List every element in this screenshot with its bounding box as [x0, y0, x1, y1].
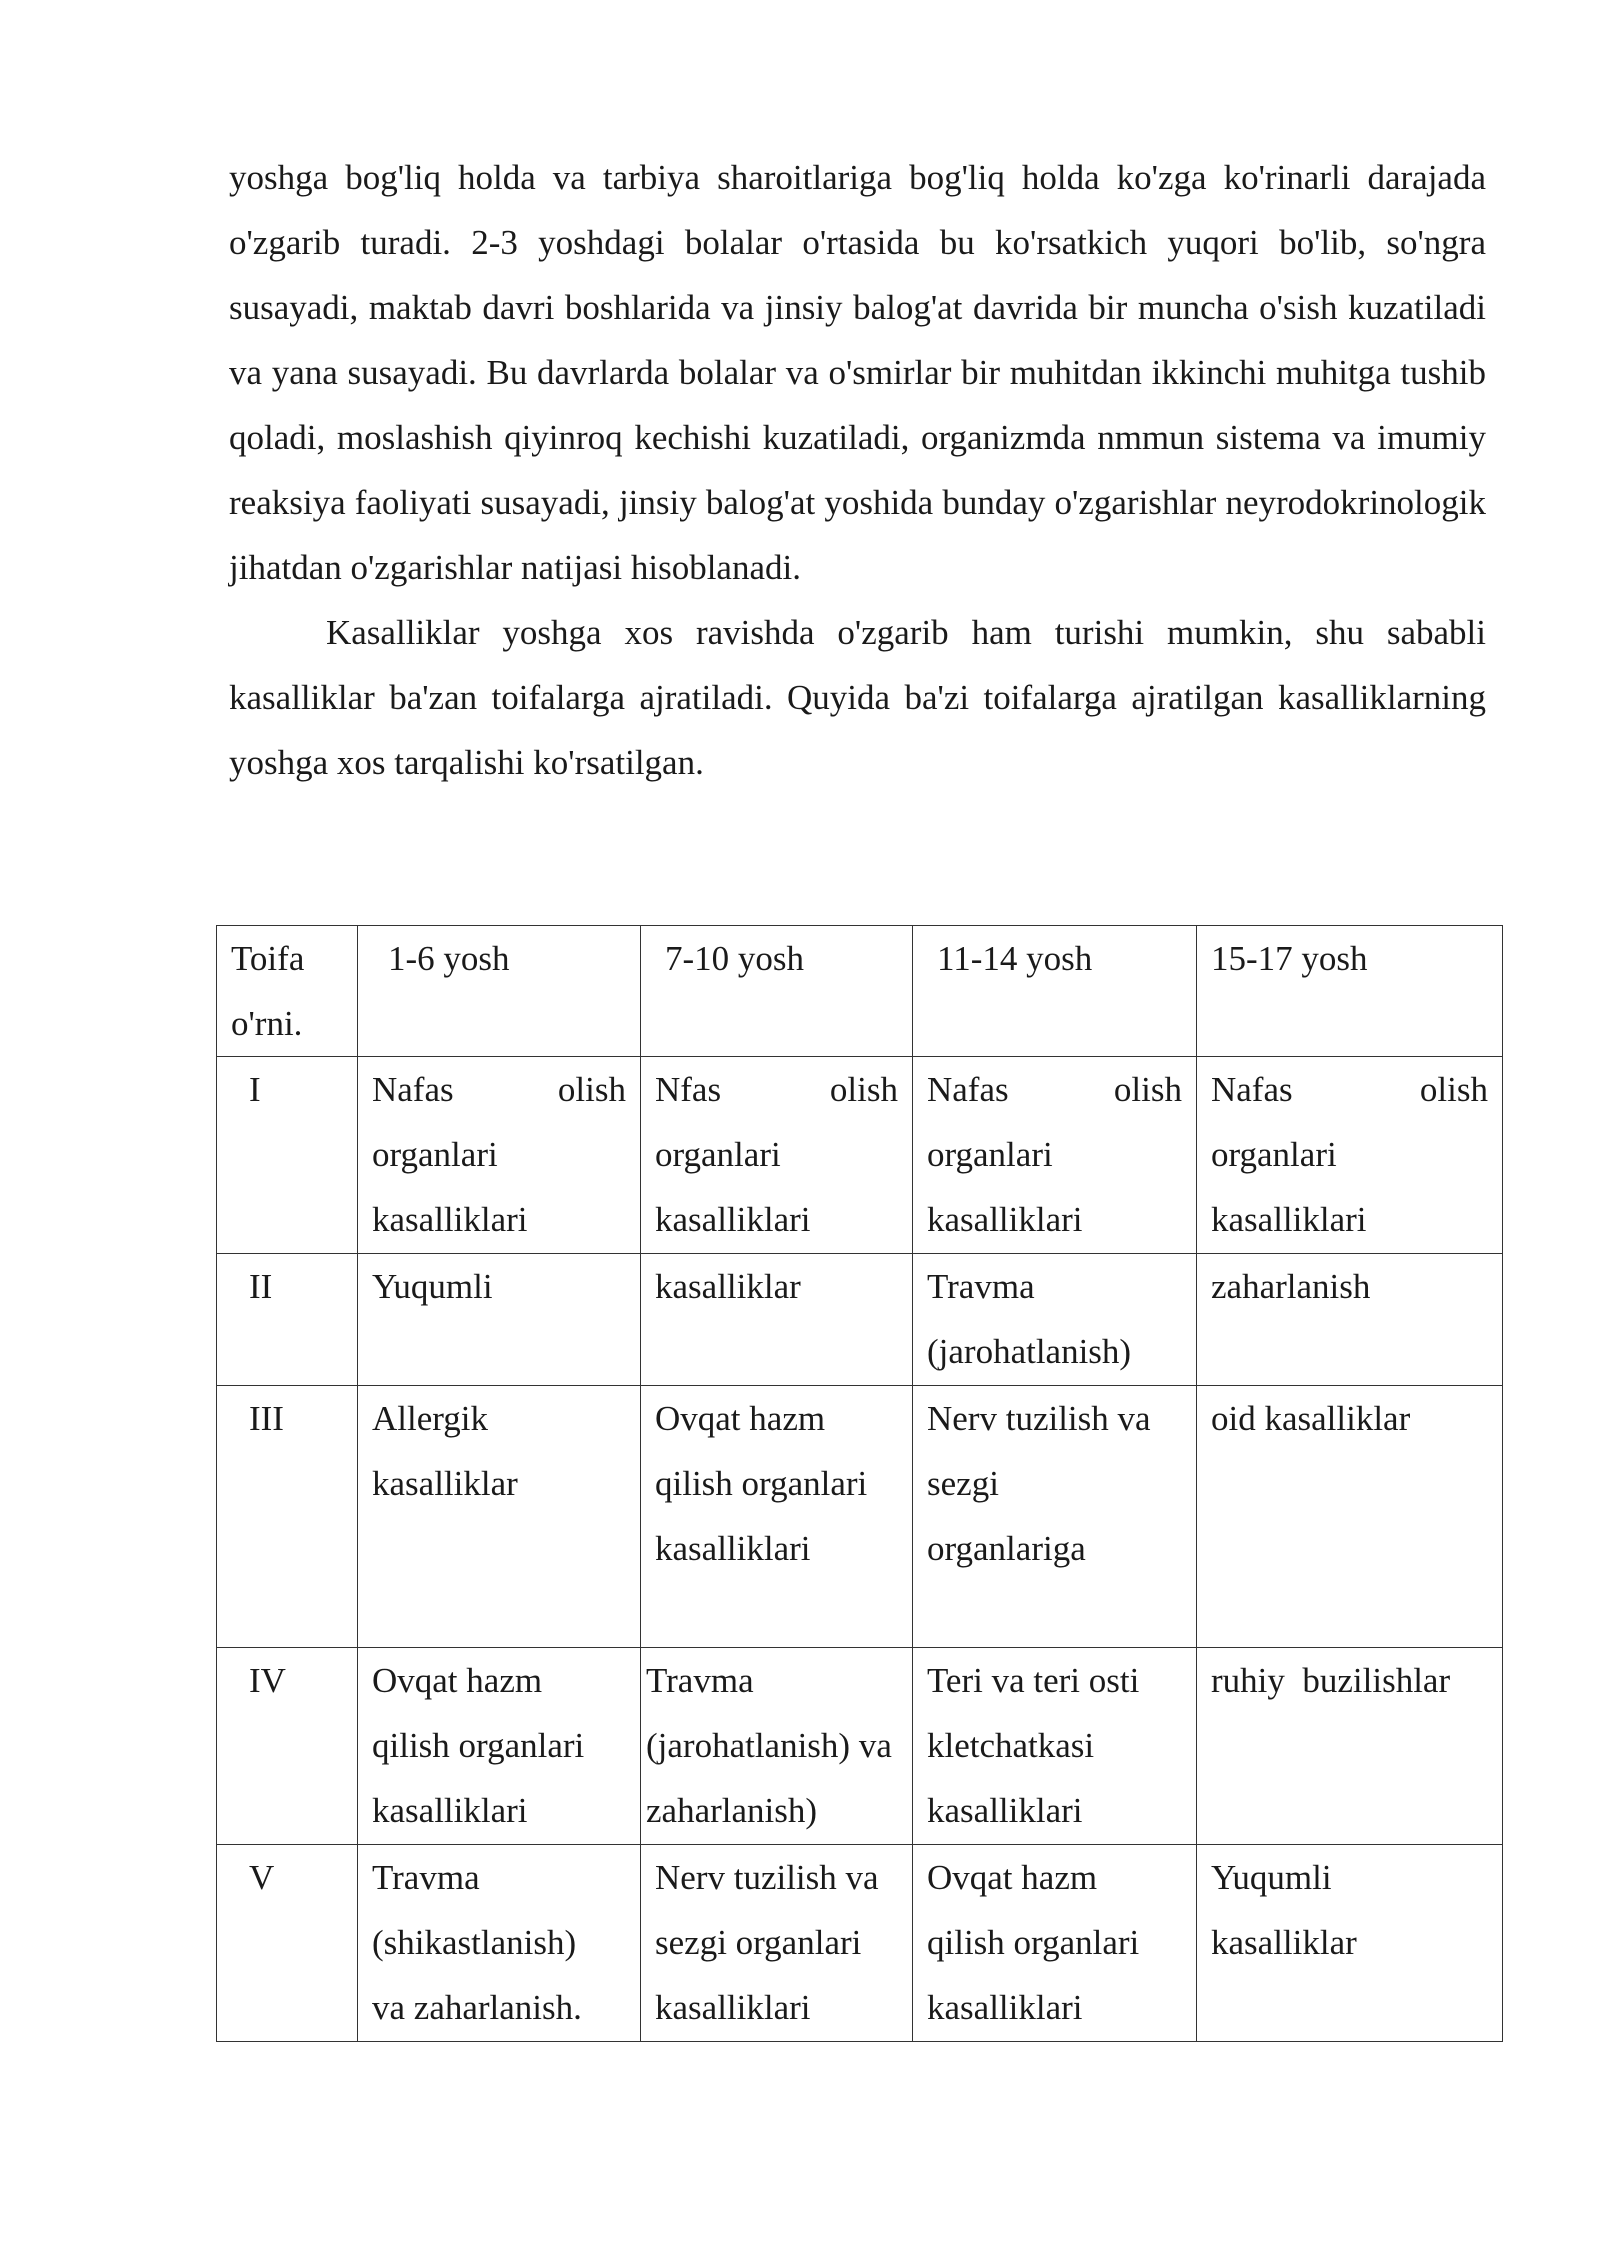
cell-line: kasalliklari	[372, 1200, 528, 1239]
cell-word: Nafas	[927, 1070, 1009, 1109]
cell-line: qilish organlari	[927, 1923, 1140, 1962]
table-cell	[358, 1386, 641, 1648]
table-cell	[641, 1254, 913, 1386]
table-cell	[1197, 1386, 1503, 1648]
cell-line: sezgi	[927, 1464, 999, 1503]
cell-word: Nafas	[372, 1070, 454, 1109]
cell-line: Ovqat hazm	[927, 1858, 1098, 1897]
cell-line: Ovqat hazm	[655, 1399, 826, 1438]
row-number: III	[217, 1386, 358, 1648]
table-cell	[641, 1386, 913, 1648]
cell-line: (jarohatlanish) va	[646, 1726, 892, 1765]
cell-line: kasalliklar	[655, 1267, 801, 1306]
table-cell	[358, 1057, 641, 1254]
cell-line: organlari	[927, 1135, 1053, 1174]
cell-line: (jarohatlanish)	[927, 1332, 1132, 1371]
header-age-7-10: 7-10 yosh	[641, 926, 913, 1057]
row-number: II	[217, 1254, 358, 1386]
cell-line: organlari	[655, 1135, 781, 1174]
body-text	[229, 145, 1486, 795]
cell-line: kasalliklari	[655, 1200, 811, 1239]
table-cell	[1197, 1845, 1503, 2042]
cell-line: ruhiy buzilishlar	[1211, 1661, 1451, 1700]
cell-line: kasalliklari	[927, 1791, 1083, 1830]
cell-line: kasalliklari	[1211, 1200, 1367, 1239]
table-row	[217, 1386, 1503, 1648]
row-number: V	[217, 1845, 358, 2042]
table-cell	[358, 1845, 641, 2042]
cell-word: Nfas	[655, 1070, 722, 1109]
table-cell	[1197, 1254, 1503, 1386]
cell-line: kasalliklar	[1211, 1923, 1357, 1962]
cell-line: qilish organlari	[372, 1726, 585, 1765]
cell-line: zaharlanish	[1211, 1267, 1371, 1306]
table-cell	[913, 1386, 1197, 1648]
table-row	[217, 1254, 1503, 1386]
cell-line: (shikastlanish)	[372, 1923, 577, 1962]
table-cell	[913, 1254, 1197, 1386]
cell-line: Travma	[927, 1267, 1035, 1306]
cell-line: va zaharlanish.	[372, 1988, 582, 2027]
table-row	[217, 1648, 1503, 1845]
cell-word: olish	[1419, 1070, 1488, 1109]
cell-line: Ovqat hazm	[372, 1661, 543, 1700]
cell-line: Nerv tuzilish va	[927, 1399, 1151, 1438]
cell-line: kasalliklar	[372, 1464, 518, 1503]
cell-word: olish	[1113, 1070, 1182, 1109]
table-cell	[913, 1057, 1197, 1254]
row-number: IV	[217, 1648, 358, 1845]
cell-word: olish	[557, 1070, 626, 1109]
cell-line: Travma	[372, 1858, 480, 1897]
header-age-11-14: 11-14 yosh	[913, 926, 1197, 1057]
header-age-15-17: 15-17 yosh	[1197, 926, 1503, 1057]
table-cell	[913, 1648, 1197, 1845]
cell-line: organlari	[1211, 1135, 1337, 1174]
cell-line: qilish organlari	[655, 1464, 868, 1503]
cell-line: kasalliklari	[372, 1791, 528, 1830]
cell-line: oid kasalliklar	[1211, 1399, 1411, 1438]
cell-line: Travma	[646, 1661, 754, 1700]
cell-line: Yuqumli	[1211, 1858, 1332, 1897]
table-cell	[1197, 1648, 1503, 1845]
cell-line: Allergik	[372, 1399, 489, 1438]
cell-line: kasalliklari	[927, 1988, 1083, 2027]
table-row	[217, 1845, 1503, 2042]
cell-line: kasalliklari	[927, 1200, 1083, 1239]
row-number: I	[217, 1057, 358, 1254]
table-cell	[1197, 1057, 1503, 1254]
cell-line: kasalliklari	[655, 1529, 811, 1568]
cell-word: olish	[829, 1070, 898, 1109]
table-cell	[641, 1648, 913, 1845]
disease-category-table	[216, 925, 1503, 2042]
cell-line: kletchatkasi	[927, 1726, 1095, 1765]
header-category-cell	[217, 926, 358, 1057]
header-category-line-1: Toifa	[231, 939, 305, 978]
paragraph-2: Kasalliklar yoshga xos ravishda o'zgarib ham turishi mumkin, shu sababli kasalliklar ba'zan toifalarga ajratiladi. Quyida ba'zi toifalarga ajratilgan kasalliklarning yoshga xos tarqalishi ko'rsatilgan.	[229, 613, 1486, 782]
header-category-line-2: o'rni.	[231, 1004, 303, 1043]
cell-line: organlari	[372, 1135, 498, 1174]
table-row	[217, 1057, 1503, 1254]
cell-line: zaharlanish)	[646, 1791, 818, 1830]
cell-line: organlariga	[927, 1529, 1086, 1568]
cell-line: Nerv tuzilish va	[655, 1858, 879, 1897]
cell-line: Yuqumli	[372, 1267, 493, 1306]
table-cell	[358, 1648, 641, 1845]
cell-line: kasalliklari	[655, 1988, 811, 2027]
table-cell	[913, 1845, 1197, 2042]
table-cell	[641, 1057, 913, 1254]
table-header-row	[217, 926, 1503, 1057]
cell-line: Teri va teri osti	[927, 1661, 1140, 1700]
cell-line: sezgi organlari	[655, 1923, 862, 1962]
paragraph-1: yoshga bog'liq holda va tarbiya sharoitlariga bog'liq holda ko'zga ko'rinarli darajada o'zgarib turadi. 2-3 yoshdagi bolalar o'rtasida bu ko'rsatkich yuqori bo'lib, so'ngra susayadi, maktab davri boshlarida va jinsiy balog'at davrida bir muncha o'sish kuzatiladi va yana susayadi. Bu davrlarda bolalar va o'smirlar bir muhitdan ikkinchi muhitga tushib qoladi, moslashish qiyinroq kechishi kuzatiladi, organizmda nmmun sistema va imumiy reaksiya faoliyati susayadi, jinsiy balog'at yoshida bunday o'zgarishlar neyrodokrinologik jihatdan o'zgarishlar natijasi hisoblanadi.	[229, 158, 1486, 587]
table-cell	[358, 1254, 641, 1386]
header-age-1-6: 1-6 yosh	[358, 926, 641, 1057]
cell-word: Nafas	[1211, 1070, 1293, 1109]
table-cell	[641, 1845, 913, 2042]
